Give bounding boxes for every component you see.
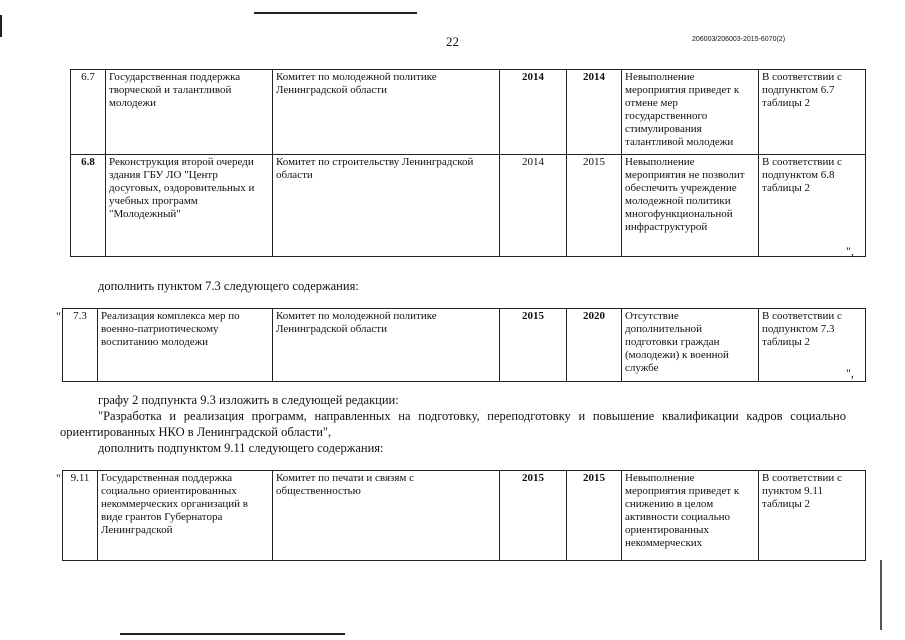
measure-name: Государственная поддержка социально ориентированных некоммерческих организаций в виде грантов Губернатора Ленинградской	[98, 471, 273, 561]
consequence: Невыполнение мероприятия приведет к снижению в целом активности социально ориентированных некоммерческих	[622, 471, 759, 561]
start-year: 2014	[500, 155, 567, 257]
page-number: 22	[446, 34, 459, 49]
responsible-org: Комитет по молодежной политике Ленинградской области	[273, 70, 500, 155]
responsible-org: Комитет по печати и связям с общественностью	[273, 471, 500, 561]
instruction-add-7-3: дополнить пунктом 7.3 следующего содержания:	[98, 279, 359, 293]
start-year: 2014	[500, 70, 567, 155]
row-number: 7.3	[63, 309, 98, 382]
table-row	[71, 155, 866, 257]
row-number: 9.11	[63, 471, 98, 561]
bottom-rule	[120, 633, 345, 635]
end-year: 2020	[567, 309, 622, 382]
end-year: 2015	[567, 471, 622, 561]
start-year: 2015	[500, 471, 567, 561]
row-number: 6.8	[71, 155, 106, 257]
start-year: 2015	[500, 309, 567, 382]
measure-name: Реконструкция второй очереди здания ГБУ ЛО "Центр досуговых, оздоровительных и учебных программ "Молодежный"	[106, 155, 273, 257]
responsible-org: Комитет по молодежной политике Ленинградской области	[273, 309, 500, 382]
consequence: Невыполнение мероприятия приведет к отмене мер государственного стимулирования талантливой молодежи	[622, 70, 759, 155]
table-row	[71, 70, 866, 155]
reference: В соответствии с подпунктом 7.3 таблицы 2	[759, 309, 866, 382]
measure-name: Реализация комплекса мер по военно-патриотическому воспитанию молодежи	[98, 309, 273, 382]
reference: В соответствии с подпунктом 6.7 таблицы 2	[759, 70, 866, 155]
right-edge-mark	[880, 560, 882, 630]
end-year: 2015	[567, 155, 622, 257]
table3-opening-quote: "	[56, 471, 61, 485]
end-year: 2014	[567, 70, 622, 155]
row-number: 6.7	[71, 70, 106, 155]
instruction-column-2-9-3: графу 2 подпункта 9.3 изложить в следующей редакции:	[98, 393, 399, 407]
table-row-9-11	[62, 470, 866, 561]
table2-closing-quote: ",	[846, 366, 854, 380]
table-row-7-3	[62, 308, 866, 382]
responsible-org: Комитет по строительству Ленинградской области	[273, 155, 500, 257]
reference: В соответствии с пунктом 9.11 таблицы 2	[759, 471, 866, 561]
measure-name: Государственная поддержка творческой и талантливой молодежи	[106, 70, 273, 155]
consequence: Невыполнение мероприятия не позволит обеспечить учреждение молодежной политики многофункциональной инфраструктурой	[622, 155, 759, 257]
reference: В соответствии с подпунктом 6.8 таблицы 2	[759, 155, 866, 257]
table1-closing-quote: ",	[846, 244, 854, 258]
table-row	[63, 309, 866, 382]
top-rule	[254, 12, 417, 14]
table2-opening-quote: "	[56, 309, 61, 323]
new-wording-9-3: "Разработка и реализация программ, направленных на подготовку, переподготовку и повышение квалификации кадров социально ориентированных НКО в Ленинградской области",	[60, 409, 846, 439]
document-id: 206003/206003-2015-6070(2)	[692, 36, 786, 43]
table-row	[63, 471, 866, 561]
instruction-add-9-11: дополнить подпунктом 9.11 следующего содержания:	[98, 441, 384, 455]
table-rows-6-7-6-8	[70, 69, 866, 257]
consequence: Отсутствие дополнительной подготовки граждан (молодежи) к военной службе	[622, 309, 759, 382]
left-edge-mark	[0, 15, 2, 37]
